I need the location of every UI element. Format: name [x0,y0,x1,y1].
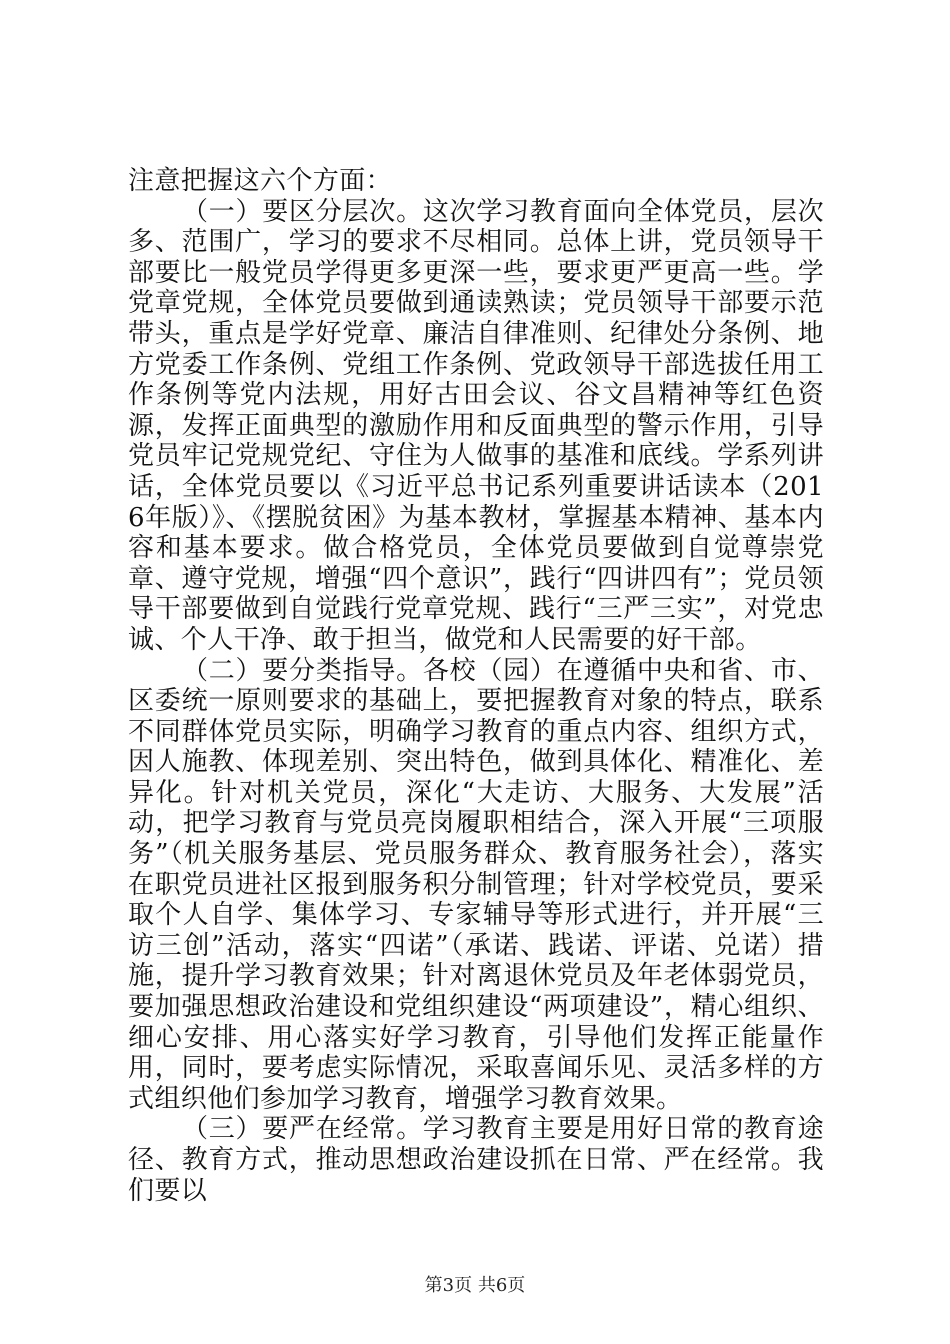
paragraph-intro: 注意把握这六个方面： [128,166,393,196]
page-number-footer: 第3页 共6页 [424,1275,526,1296]
paragraph-section-3: （三）要严在经常。学习教育主要是用好日常的教育途径、教育方式，推动思想政治建设抓在日常、严在经常。我们要以 [128,1114,824,1206]
paragraph-section-2: （二）要分类指导。各校（园）在遵循中央和省、市、区委统一原则要求的基础上，要把握教育对象的特点，联系不同群体党员实际，明确学习教育的重点内容、组织方式，因人施教、体现差别、突出特色，做到具体化、精准化、差异化。针对机关党员，深化“大走访、大服务、大发展”活动，把学习教育与党员亮岗履职相结合，深入开展“三项服务”（机关服务基层、党员服务群众、教育服务社会），落实在职党员进社区报到服务积分制管理；针对学校党员，要采取个人自学、集体学习、专家辅导等形式进行，并开展“三访三创”活动，落实“四诺”（承诺、践诺、评诺、兑诺）措施，提升学习教育效果；针对离退休党员及年老体弱党员，要加强思想政治建设和党组织建设“两项建设”，精心组织、细心安排、用心落实好学习教育，引导他们发挥正能量作用，同时，要考虑实际情况，采取喜闻乐见、灵活多样的方式组织他们参加学习教育，增强学习教育效果。 [128,655,824,1114]
paragraph-section-1: （一）要区分层次。这次学习教育面向全体党员，层次多、范围广，学习的要求不尽相同。总体上讲，党员领导干部要比一般党员学得更多更深一些，要求更严更高一些。学党章党规，全体党员要做到通读熟读；党员领导干部要示范带头，重点是学好党章、廉洁自律准则、纪律处分条例、地方党委工作条例、党组工作条例、党政领导干部选拔任用工作条例等党内法规，用好古田会议、谷文昌精神等红色资源，发挥正面典型的激励作用和反面典型的警示作用，引导党员牢记党规党纪、守住为人做事的基准和底线。学系列讲话，全体党员要以《习近平总书记系列重要讲话读本（2016年版）》、《摆脱贫困》为基本教材，掌握基本精神、基本内容和基本要求。做合格党员，全体党员要做到自觉尊崇党章、遵守党规，增强“四个意识”，践行“四讲四有”；党员领导干部要做到自觉践行党章党规、践行“三严三实”，对党忠诚、个人干净、敢于担当，做党和人民需要的好干部。 [128,196,824,655]
document-body [128,166,824,1206]
